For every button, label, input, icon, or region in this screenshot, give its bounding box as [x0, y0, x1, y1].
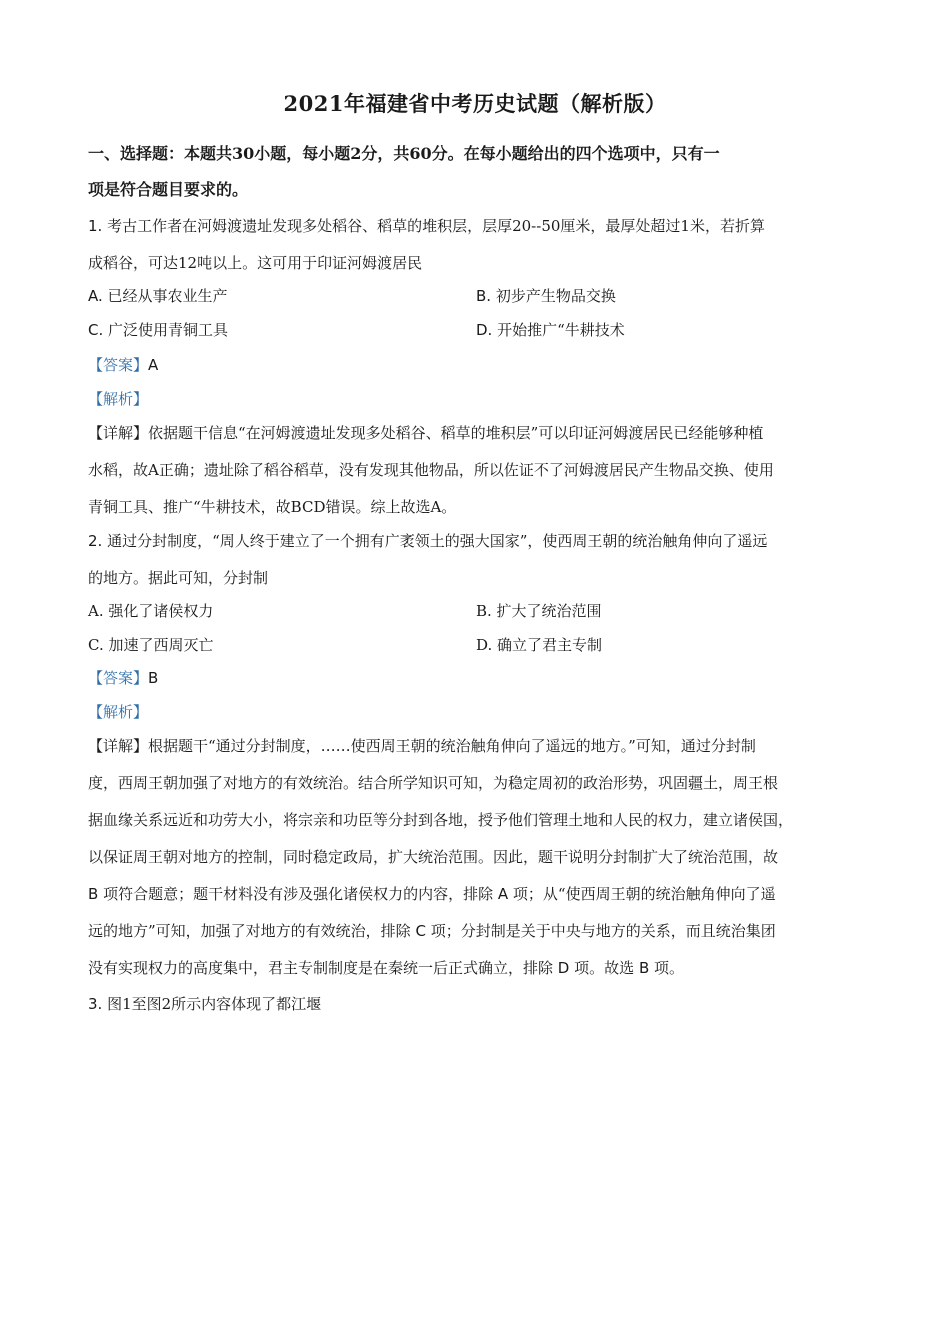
q2-stem-line-1 — [88, 530, 868, 552]
q2-detail-line-2: 度，西周王朝加强了对地方的有效统治。结合所学知识可知，为稳定周初的政治形势，巩固疆土，周王根 — [88, 774, 779, 792]
q2-detail-line-6 — [88, 920, 868, 942]
q1-detail-text-1: 依据题干信息“在河姆渡遗址发现多处稻谷、稻草的堆积层”可以印证河姆渡居民已经能够种植 — [148, 424, 764, 442]
q2-answer — [88, 667, 868, 689]
q2-detail-7-letter-d: D — [557, 959, 570, 977]
q2-option-b: B. 扩大了统治范围 — [476, 602, 602, 620]
q2-answer-value: B — [148, 669, 159, 687]
q1-detail-line-1 — [88, 422, 868, 444]
q1-option-b — [476, 285, 856, 307]
q2-detail-6-text-1: 远的地方”可知，加强了对地方的有效统治，排除 — [88, 922, 411, 940]
q1-option-c — [88, 319, 468, 341]
q2-detail-line-5 — [88, 883, 868, 905]
q2-option-d: D. 确立了君主专制 — [476, 636, 603, 654]
q2-number: 2. — [88, 532, 103, 550]
q1-option-a-text: 已经从事农业生产 — [107, 287, 228, 305]
q2-detail-6-text-2: 项；分封制是关于中央与地方的关系，而且统治集团 — [430, 922, 776, 940]
q2-detail-5-text-2: 项；从“使西周王朝的统治触角伸向了遥 — [512, 885, 776, 903]
q1-option-d-text: 开始推广“牛耕技术 — [497, 321, 625, 339]
q2-detail-7-text-1: 没有实现权力的高度集中，君主专制制度是在秦统一后正式确立，排除 — [88, 959, 554, 977]
section-heading-line-1: 一、选择题：本题共30小题，每小题2分，共60分。在每小题给出的四个选项中，只有一 — [88, 144, 720, 163]
q1-analysis — [88, 388, 868, 410]
q1-detail-tag: 【详解】 — [88, 424, 149, 442]
q1-detail-line-2: 水稻，故A正确；遗址除了稻谷稻草，没有发现其他物品，所以佐证不了河姆渡居民产生物品交换、使用 — [88, 461, 774, 479]
q2-stem-line-2: 的地方。据此可知，分封制 — [88, 569, 269, 587]
q1-answer-tag: 【答案】 — [88, 356, 149, 374]
q2-analysis — [88, 701, 868, 723]
q1-answer-value: A — [148, 356, 159, 374]
q1-answer — [88, 354, 868, 376]
q2-detail-line-4: 以保证周王朝对地方的控制，同时稳定政局，扩大统治范围。因此，题干说明分封制扩大了统治范围，故 — [88, 848, 779, 866]
q2-detail-6-letter-c: C — [415, 922, 426, 940]
q3-stem-line-1 — [88, 993, 868, 1015]
q2-detail-text-1: 根据题干“通过分封制度，……使西周王朝的统治触角伸向了遥远的地方。”可知，通过分封制 — [148, 737, 756, 755]
q1-stem-text-1: 考古工作者在河姆渡遗址发现多处稻谷、稻草的堆积层，层厚20--50厘米，最厚处超过1米，若折算 — [107, 217, 765, 235]
q1-option-d — [476, 319, 856, 341]
q1-detail-line-3: 青铜工具、推广“牛耕技术，故BCD错误。综上故选A。 — [88, 498, 457, 516]
q2-detail-line-7 — [88, 957, 868, 979]
q2-option-c: C. 加速了西周灭亡 — [88, 636, 214, 654]
q2-answer-tag: 【答案】 — [88, 669, 149, 687]
q2-analysis-tag: 【解析】 — [88, 703, 149, 721]
q1-number: 1. — [88, 217, 103, 235]
q1-option-b-letter: B. — [476, 287, 492, 305]
q2-detail-5-text-1: 项符合题意；题干材料没有涉及强化诸侯权力的内容，排除 — [103, 885, 494, 903]
q3-number: 3. — [88, 995, 103, 1013]
q1-analysis-tag: 【解析】 — [88, 390, 149, 408]
section-heading-line-2: 项是符合题目要求的。 — [88, 180, 249, 199]
q1-stem-line-1 — [88, 215, 868, 237]
q1-option-a — [88, 285, 468, 307]
page-title: 2021年福建省中考历史试题（解析版） — [283, 91, 667, 116]
q2-detail-7-text-2: 项。故选 — [574, 959, 635, 977]
q1-option-d-letter: D. — [476, 321, 493, 339]
q2-detail-5-letter-a: A — [497, 885, 509, 903]
q2-stem-text-1: 通过分封制度，“周人终于建立了一个拥有广袤领土的强大国家”，使西周王朝的统治触角伸向了遥远 — [107, 532, 768, 550]
section-heading — [88, 136, 863, 208]
q1-option-c-text: 广泛使用青铜工具 — [108, 321, 229, 339]
q2-option-a: A. 强化了诸侯权力 — [88, 602, 214, 620]
q2-detail-tag: 【详解】 — [88, 737, 149, 755]
q3-stem-text-1: 图1至图2所示内容体现了都江堰 — [107, 995, 322, 1013]
q2-detail-5-letter-b: B — [88, 885, 99, 903]
q1-option-a-letter: A. — [88, 287, 103, 305]
q2-detail-line-1 — [88, 735, 868, 757]
q2-detail-7-text-3: 项。 — [654, 959, 685, 977]
q1-option-b-text: 初步产生物品交换 — [495, 287, 616, 305]
q2-detail-line-3: 据血缘关系远近和功劳大小，将宗亲和功臣等分封到各地，授予他们管理土地和人民的权力，建立诸侯国， — [88, 811, 794, 829]
q1-option-c-letter: C. — [88, 321, 104, 339]
q1-stem-line-2: 成稻谷，可达12吨以上。这可用于印证河姆渡居民 — [88, 254, 423, 272]
q2-detail-7-letter-b: B — [638, 959, 650, 977]
